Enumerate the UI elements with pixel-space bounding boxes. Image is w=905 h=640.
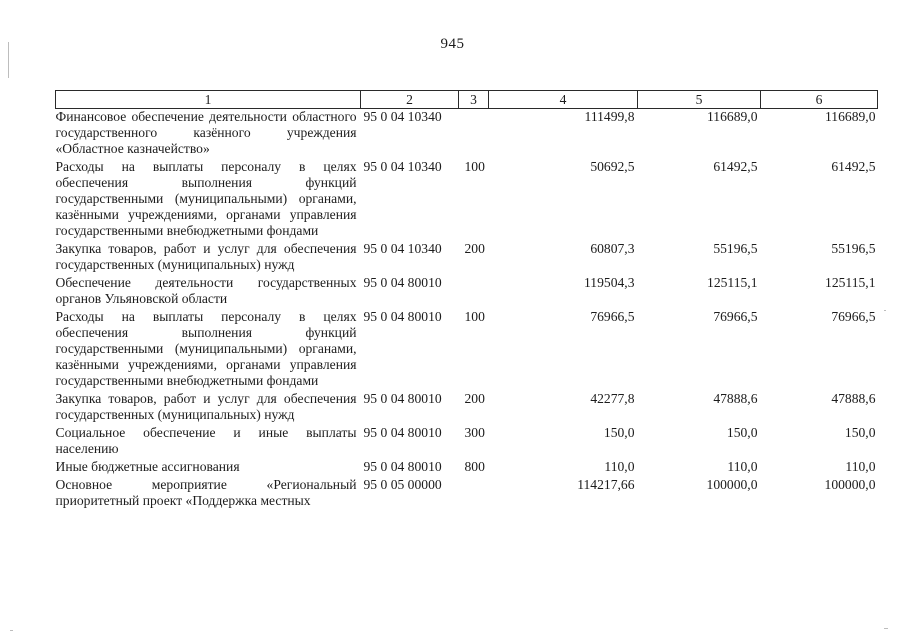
row-name: Социальное обеспечение и иные выплаты населению	[55, 425, 357, 456]
row-value-2: 55196,5	[713, 241, 758, 256]
row-value-1: 76966,5	[590, 309, 635, 324]
row-value-1: 60807,3	[590, 241, 635, 256]
row-value-1: 119504,3	[584, 275, 635, 290]
row-code: 95 0 04 80010	[363, 391, 442, 406]
table-body	[56, 109, 878, 512]
row-value-1: 114217,66	[577, 477, 635, 492]
row-code: 95 0 04 80010	[363, 275, 442, 290]
row-value-1: 42277,8	[590, 391, 635, 406]
row-code: 95 0 04 10340	[363, 159, 442, 174]
row-value-3: 47888,6	[831, 391, 876, 406]
row-value-1: 150,0	[603, 425, 635, 440]
row-name: Закупка товаров, работ и услуг для обеспечения государственных (муниципальных) нужд	[55, 391, 357, 422]
table-row	[56, 477, 878, 511]
row-name: Основное мероприятие «Региональный приоритетный проект «Поддержка местных	[55, 477, 357, 508]
scan-edge-mark	[8, 42, 9, 78]
row-value-3: 125115,1	[825, 275, 876, 290]
row-value-1: 110,0	[604, 459, 635, 474]
row-value-3: 110,0	[845, 459, 876, 474]
row-value-2: 150,0	[726, 425, 758, 440]
scan-edge-mark	[10, 630, 13, 631]
row-value-2: 100000,0	[706, 477, 758, 492]
table-header	[56, 91, 878, 109]
row-type: 200	[464, 241, 485, 256]
header-col-2: 2	[361, 91, 459, 109]
budget-table	[55, 90, 878, 511]
row-name: Закупка товаров, работ и услуг для обеспечения государственных (муниципальных) нужд	[55, 241, 357, 272]
row-name: Иные бюджетные ассигнования	[55, 459, 240, 474]
row-value-1: 111499,8	[584, 109, 635, 124]
row-type	[459, 477, 489, 511]
row-code: 95 0 04 80010	[363, 309, 442, 324]
row-type: 800	[464, 459, 485, 474]
row-code: 95 0 04 10340	[363, 241, 442, 256]
header-col-1: 1	[56, 91, 361, 109]
header-col-4: 4	[489, 91, 638, 109]
table-row	[56, 391, 878, 425]
row-value-1: 50692,5	[590, 159, 635, 174]
row-type: 100	[464, 309, 485, 324]
header-col-5: 5	[638, 91, 761, 109]
table-row	[56, 275, 878, 309]
scan-edge-mark	[884, 310, 886, 311]
header-row	[56, 91, 878, 109]
row-name: Расходы на выплаты персоналу в целях обеспечения выполнения функций государственными (муниципальными) органами, казёнными учреждениями, органами управления государственными внебюджетными фондами	[55, 159, 357, 238]
row-code: 95 0 04 10340	[363, 109, 442, 124]
row-value-2: 110,0	[727, 459, 758, 474]
header-col-3: 3	[459, 91, 489, 109]
row-value-2: 125115,1	[707, 275, 758, 290]
row-value-2: 47888,6	[713, 391, 758, 406]
row-type	[459, 275, 489, 309]
row-code: 95 0 05 00000	[363, 477, 442, 492]
table-row	[56, 309, 878, 391]
row-type	[459, 109, 489, 160]
row-type: 100	[464, 159, 485, 174]
table-row	[56, 459, 878, 477]
row-type: 200	[464, 391, 485, 406]
row-value-3: 55196,5	[831, 241, 876, 256]
table-row	[56, 109, 878, 160]
row-value-3: 116689,0	[825, 109, 876, 124]
row-value-3: 61492,5	[831, 159, 876, 174]
row-type: 300	[464, 425, 485, 440]
row-value-2: 61492,5	[713, 159, 758, 174]
row-code: 95 0 04 80010	[363, 459, 442, 474]
table-row	[56, 241, 878, 275]
header-col-6: 6	[761, 91, 878, 109]
row-name: Обеспечение деятельности государственных органов Ульяновской области	[55, 275, 357, 306]
scan-edge-mark	[884, 628, 888, 629]
row-value-3: 100000,0	[824, 477, 876, 492]
row-name: Финансовое обеспечение деятельности областного государственного казённого учреждения «Областное казначейство»	[55, 109, 357, 156]
row-value-2: 116689,0	[707, 109, 758, 124]
row-name: Расходы на выплаты персоналу в целях обеспечения выполнения функций государственными (муниципальными) органами, казёнными учреждениями, органами управления государственными внебюджетными фондами	[55, 309, 357, 388]
table-row	[56, 425, 878, 459]
row-value-3: 76966,5	[831, 309, 876, 324]
table-row	[56, 159, 878, 241]
row-value-3: 150,0	[844, 425, 876, 440]
row-code: 95 0 04 80010	[363, 425, 442, 440]
row-value-2: 76966,5	[713, 309, 758, 324]
page-number: 945	[440, 36, 465, 52]
